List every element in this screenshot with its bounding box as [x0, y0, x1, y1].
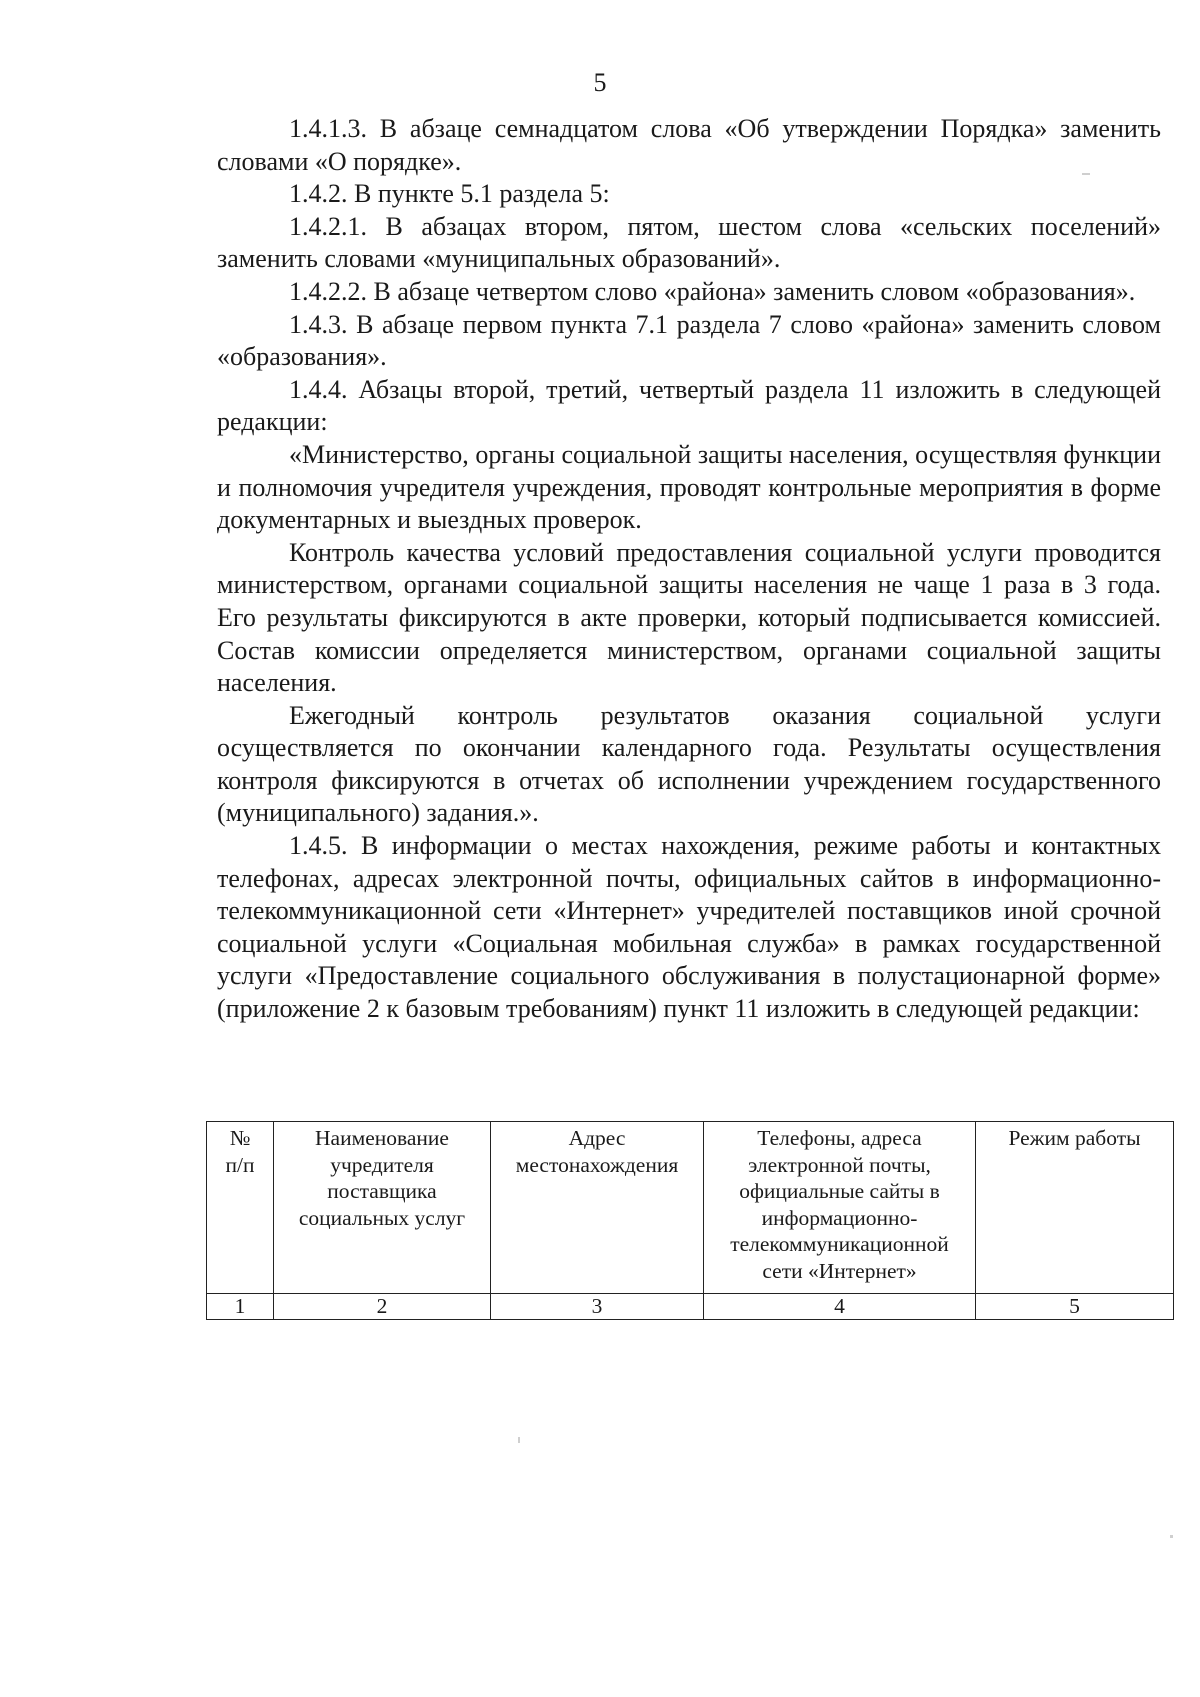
column-number-cell: 5 — [976, 1294, 1174, 1320]
paragraph-1-4-5: 1.4.5. В информации о местах нахождения, режиме работы и контактных телефонах, адресах электронной почты, официальных сайтов в информационно-телекоммуникационной сети «Интернет» учредителей поставщиков иной срочной социальной услуги «Социальная мобильная служба» в рамках государственной услуги «Предоставление социального обслуживания в полустационарной форме» (приложение 2 к базовым требованиям) пункт 11 изложить в следующей редакции: — [217, 831, 1161, 1024]
header-contacts: Телефоны, адреса электронной почты, официальные сайты в информационно- телекоммуникационной сети «Интернет» — [704, 1122, 976, 1294]
providers-table — [206, 1121, 1174, 1320]
quoted-paragraph-quality-control: Контроль качества условий предоставления социальной услуги проводится министерством, органами социальной защиты населения не чаще 1 раза в 3 года. Его результаты фиксируются в акте проверки, который подписывается комиссией. Состав комиссии определяется министерством, органами социальной защиты населения. — [217, 537, 1161, 698]
scan-speck — [518, 1437, 520, 1443]
column-number-cell: 4 — [704, 1294, 976, 1320]
header-founder-name: Наименование учредителя поставщика социальных услуг — [274, 1122, 491, 1294]
paragraph-1-4-2: 1.4.2. В пункте 5.1 раздела 5: — [289, 179, 610, 209]
column-number-cell: 3 — [491, 1294, 704, 1320]
document-body — [217, 113, 1161, 1026]
paragraph-1-4-3: 1.4.3. В абзаце первом пункта 7.1 раздела 7 слово «района» заменить словом «образования». — [217, 309, 1161, 372]
column-number-cell: 2 — [274, 1294, 491, 1320]
paragraph-1-4-2-2: 1.4.2.2. В абзаце четвертом слово «района» заменить словом «образования». — [289, 276, 1136, 306]
header-working-hours: Режим работы — [976, 1122, 1174, 1294]
paragraph-1-4-2-1: 1.4.2.1. В абзацах втором, пятом, шестом слова «сельских поселений» заменить словами «муниципальных образований». — [217, 211, 1161, 274]
header-address: Адрес местонахождения — [491, 1122, 704, 1294]
scan-speck — [1082, 173, 1090, 175]
table-column-numbers-row — [207, 1294, 1174, 1320]
scan-speck — [1170, 1535, 1173, 1538]
page-number: 5 — [593, 68, 607, 97]
paragraph-1-4-1-3: 1.4.1.3. В абзаце семнадцатом слова «Об утверждении Порядка» заменить словами «О порядке». — [217, 114, 1161, 176]
quoted-paragraph-ministry: «Министерство, органы социальной защиты населения, осуществляя функции и полномочия учредителя учреждения, проводят контрольные мероприятия в форме документарных и выездных проверок. — [217, 439, 1161, 535]
column-number-cell: 1 — [207, 1294, 274, 1320]
paragraph-1-4-4: 1.4.4. Абзацы второй, третий, четвертый раздела 11 изложить в следующей редакции: — [217, 374, 1161, 437]
quoted-paragraph-annual-control: Ежегодный контроль результатов оказания социальной услуги осуществляется по окончании календарного года. Результаты осуществления контроля фиксируются в отчетах об исполнении учреждением государственного (муниципального) задания.». — [217, 700, 1161, 828]
table-header-row — [207, 1122, 1174, 1294]
header-number: № п/п — [207, 1122, 274, 1294]
